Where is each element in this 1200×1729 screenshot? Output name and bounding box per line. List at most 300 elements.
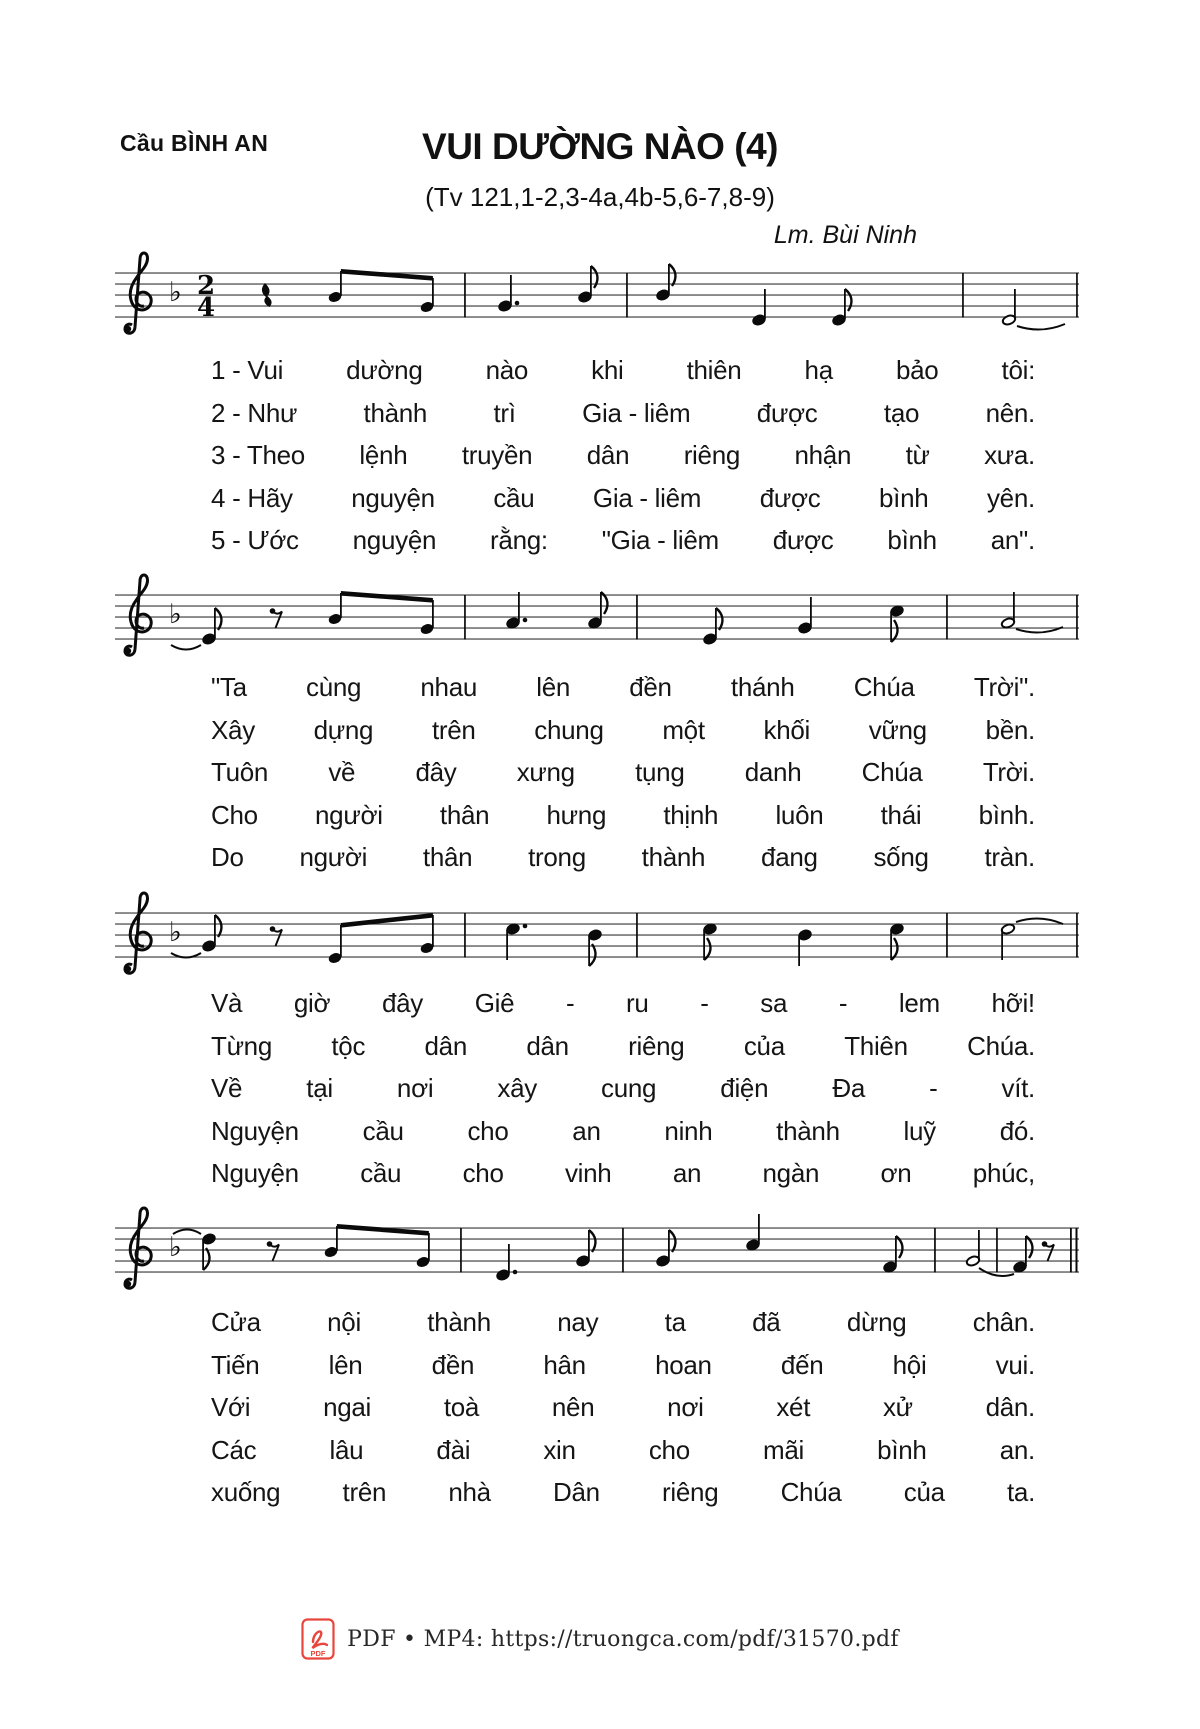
lyric-syllable: an". (990, 525, 1035, 555)
lyric-syllable: nhận (794, 440, 852, 470)
lyric-syllable: ru (625, 988, 649, 1018)
lyric-syllable: 4 - Hãy (211, 482, 293, 513)
lyric-line (211, 1471, 1035, 1514)
lyric-syllable: trì (493, 397, 516, 428)
lyric-line (211, 519, 1035, 562)
lyric-syllable: Chúa (861, 757, 923, 787)
pdf-icon-label: PDF (310, 1649, 326, 1658)
note (882, 1236, 902, 1274)
music-staff-4 (113, 1198, 1081, 1310)
note (201, 1232, 216, 1270)
eighth-rest (270, 608, 282, 628)
note (797, 928, 812, 966)
barline (464, 913, 466, 958)
lyric-syllable: đền (431, 1349, 475, 1380)
lyric-syllable: hạ (804, 355, 833, 385)
note (201, 915, 221, 953)
lyric-syllable: - (700, 988, 709, 1018)
lyric-syllable: khối (763, 714, 810, 745)
lyric-syllable: ngàn (762, 1158, 820, 1188)
lyric-line (211, 392, 1035, 435)
lyric-syllable: nay (557, 1307, 599, 1337)
note (587, 928, 602, 966)
lyric-syllable: lên (328, 1349, 363, 1380)
lyric-syllable: người (315, 799, 383, 830)
barline (636, 595, 638, 640)
eighth-flag (215, 608, 222, 630)
lyrics-block-4 (211, 1301, 1035, 1514)
lyric-syllable: thái (880, 799, 922, 830)
lyric-syllable: lệnh (359, 440, 408, 470)
lyric-syllable: khi (591, 355, 624, 385)
barline (464, 273, 466, 318)
lyric-syllable: Giê (474, 988, 515, 1018)
lyric-syllable: Tuôn (211, 757, 269, 787)
page-title: VUI DƯỜNG NÀO (4) (422, 126, 778, 167)
lyric-syllable: Thiên (844, 1030, 908, 1061)
lyric-syllable: cho (648, 1434, 690, 1465)
lyric-syllable: thành (427, 1307, 491, 1337)
lyric-syllable: Chúa. (967, 1030, 1035, 1061)
lyric-line (211, 982, 1035, 1025)
lyric-syllable: Xây (211, 714, 255, 745)
lyric-syllable: bình. (978, 799, 1035, 830)
lyric-syllable: tạo (883, 397, 920, 428)
lyric-syllable: 5 - Ước (211, 525, 299, 555)
path (273, 611, 283, 628)
lyric-syllable: xử (882, 1392, 913, 1422)
footer-link[interactable]: PDF • MP4: https://truongca.com/pdf/31570.pdf (347, 1626, 899, 1652)
lyric-syllable: hoan (655, 1349, 712, 1380)
tie-slur (171, 645, 201, 650)
lyric-syllable: người (299, 842, 368, 872)
lyric-syllable: 2 - Như (211, 397, 298, 428)
beamed-eighth-pair (327, 269, 434, 314)
barline (1076, 913, 1078, 958)
lyric-syllable: sống (873, 842, 929, 872)
lyrics-block-1 (211, 349, 1035, 562)
lyric-syllable: đó. (999, 1115, 1035, 1146)
circle (125, 648, 131, 654)
lyric-syllable: bình (879, 482, 929, 513)
lyric-syllable: sa (760, 988, 788, 1018)
lyric-line (211, 1344, 1035, 1387)
beam (341, 913, 433, 928)
lyric-syllable: xây (497, 1073, 537, 1103)
lyric-syllable: Gia - liêm (592, 482, 702, 513)
lyric-syllable: Nguyện (211, 1115, 299, 1146)
lyric-syllable: nên (551, 1392, 595, 1422)
lyric-syllable: - (565, 988, 575, 1018)
staff-line (115, 956, 1079, 957)
lyric-syllable: trong (528, 842, 586, 872)
psalm-reference: (Tv 121,1-2,3-4a,4b-5,6-7,8-9) (425, 182, 775, 212)
lyric-syllable: vinh (564, 1158, 612, 1188)
lyric-line (211, 1025, 1035, 1068)
note (655, 1230, 675, 1268)
treble-clef-icon (125, 893, 151, 973)
barline (1076, 595, 1078, 640)
note (889, 922, 904, 960)
lyric-syllable: Gia - liêm (582, 397, 691, 428)
lyric-syllable: danh (744, 757, 802, 787)
eighth-flag (215, 915, 222, 937)
path (273, 929, 283, 946)
lyric-syllable: nào (485, 355, 529, 385)
lyric-syllable: tại (306, 1073, 333, 1103)
lyric-syllable: hỡi! (991, 988, 1035, 1018)
lyric-syllable: luôn (775, 799, 824, 830)
half-note (966, 1230, 981, 1267)
lyric-syllable: đài (436, 1434, 471, 1465)
lyric-syllable: một (662, 714, 705, 745)
note (587, 592, 607, 630)
lyric-syllable: ngai (323, 1392, 372, 1422)
eighth-flag (716, 608, 723, 630)
eighth-flag (669, 264, 676, 286)
lyric-syllable: đền (629, 672, 672, 702)
lyric-syllable: vui. (995, 1349, 1035, 1380)
lyric-syllable: tôi: (1001, 355, 1035, 385)
circle (125, 966, 131, 972)
lyric-syllable: toà (443, 1392, 480, 1422)
path (130, 893, 151, 967)
barline (934, 1228, 936, 1273)
lyric-syllable: đây (381, 988, 423, 1018)
lyric-syllable: an (572, 1115, 601, 1146)
music-staff-1 (113, 243, 1081, 355)
lyric-syllable: bình (887, 525, 937, 555)
barline (626, 273, 628, 318)
lyric-syllable: Cho (211, 799, 258, 830)
barline (962, 273, 964, 318)
category-label: Cầu BÌNH AN (120, 130, 269, 156)
lyric-line (211, 349, 1035, 392)
lyric-syllable: được (756, 397, 818, 428)
lyric-syllable: dân. (985, 1392, 1035, 1422)
augmentation-dot (523, 618, 528, 623)
lyric-line (211, 1386, 1035, 1429)
lyric-syllable: nên. (985, 397, 1035, 428)
path (130, 253, 151, 327)
note (505, 592, 527, 630)
lyric-syllable: cho (462, 1158, 504, 1188)
treble-clef-icon (125, 575, 151, 655)
note (702, 608, 722, 646)
lyric-syllable: Và (211, 988, 243, 1018)
lyric-syllable: dân (586, 440, 630, 470)
lyric-line (211, 1301, 1035, 1344)
staff-line (115, 305, 1079, 306)
path (130, 575, 151, 649)
lyric-syllable: ta. (1006, 1477, 1035, 1507)
lyric-syllable: nơi (396, 1073, 434, 1103)
lyric-syllable: yên. (986, 482, 1035, 513)
note (575, 1230, 595, 1268)
note (702, 922, 717, 960)
lyric-syllable: Nguyện (211, 1158, 299, 1188)
eighth-rest (270, 926, 282, 946)
time-signature (197, 271, 215, 323)
lyric-syllable: dân (526, 1030, 569, 1061)
lyric-syllable: ninh (664, 1115, 713, 1146)
footer (0, 1618, 1200, 1660)
lyric-syllable: riêng (683, 440, 741, 470)
lyric-syllable: cùng (306, 672, 362, 702)
lyric-syllable: thân (422, 842, 473, 872)
lyric-syllable: Tiến (211, 1349, 260, 1380)
lyric-syllable: 1 - Vui (211, 355, 284, 385)
note (655, 264, 675, 302)
half-note (1001, 923, 1016, 960)
tie-slur (1016, 918, 1063, 924)
lyric-line (211, 477, 1035, 520)
circle (125, 326, 131, 332)
eighth-rest (267, 1241, 279, 1261)
lyric-syllable: thịnh (663, 799, 719, 830)
lyric-syllable: giờ (293, 988, 331, 1018)
lyric-syllable: Do (211, 842, 244, 872)
lyric-syllable: nguyện (351, 482, 435, 513)
lyric-syllable: bền. (985, 714, 1035, 745)
time-sig-top: 2 (196, 271, 216, 301)
lyric-syllable: Chúa (853, 672, 915, 702)
lyric-syllable: an. (999, 1434, 1035, 1465)
note (577, 266, 597, 304)
staff-line (115, 945, 1079, 946)
lyric-syllable: xin (543, 1434, 576, 1465)
lyric-syllable: ơn (880, 1158, 912, 1188)
beamed-eighth-pair (323, 1224, 430, 1269)
lyric-syllable: cung (601, 1073, 657, 1103)
lyric-syllable: dường (346, 355, 423, 385)
lyric-syllable: an (672, 1158, 702, 1188)
lyric-syllable: đến (780, 1349, 824, 1380)
lyric-syllable: lem (898, 988, 940, 1018)
lyrics-block-2 (211, 666, 1035, 879)
eighth-flag (669, 1230, 676, 1252)
lyric-line (211, 709, 1035, 752)
pdf-file-icon (301, 1618, 335, 1660)
beamed-eighth-pair (327, 591, 434, 636)
note (505, 922, 527, 960)
lyric-syllable: từ (905, 440, 930, 470)
music-staff-2 (113, 565, 1081, 677)
note (797, 597, 812, 635)
lyric-line (211, 666, 1035, 709)
lyric-syllable: xưng (516, 757, 575, 787)
path (130, 1208, 151, 1282)
lyric-syllable: thành (641, 842, 706, 872)
lyric-syllable: xưa. (984, 440, 1035, 470)
barline (464, 595, 466, 640)
lyric-syllable: của (903, 1477, 945, 1507)
eighth-flag (203, 1248, 209, 1270)
lyric-syllable: về (328, 757, 356, 787)
lyric-syllable: vững (868, 714, 927, 745)
lyric-syllable: thân (439, 799, 490, 830)
eighth-flag (591, 266, 598, 288)
staff-line (115, 923, 1079, 924)
lyric-syllable: Đa (832, 1073, 865, 1103)
lyric-syllable: - (838, 988, 848, 1018)
lyric-syllable: "Ta (211, 672, 247, 702)
lyric-syllable: tộc (331, 1030, 366, 1061)
lyric-syllable: ta (664, 1307, 686, 1337)
lyric-syllable: dừng (846, 1307, 907, 1337)
note (1012, 1236, 1032, 1274)
augmentation-dot (523, 924, 528, 929)
lyric-line (211, 1429, 1035, 1472)
final-barline (1070, 1228, 1072, 1273)
lyric-syllable: thánh (730, 672, 795, 702)
lyric-syllable: nguyện (352, 525, 437, 555)
lyric-syllable: chân. (972, 1307, 1035, 1337)
augmentation-dot (515, 301, 520, 306)
barline (1076, 273, 1078, 318)
lyric-syllable: hưng (546, 799, 607, 830)
lyric-syllable: Trời". (973, 672, 1035, 702)
lyric-line (211, 1110, 1035, 1153)
note (497, 275, 519, 313)
final-barline (1076, 1228, 1078, 1273)
lyric-syllable: tụng (635, 757, 685, 787)
note (201, 608, 221, 646)
lyrics-block-3 (211, 982, 1035, 1195)
lyric-syllable: riêng (662, 1477, 719, 1507)
lyric-syllable: cầu (360, 1158, 402, 1188)
flat-sign: ♭ (169, 1232, 182, 1263)
lyric-syllable: cầu (493, 482, 535, 513)
lyric-syllable: thành (363, 397, 428, 428)
lyric-syllable: Với (211, 1392, 251, 1422)
barline (996, 1228, 998, 1273)
lyric-syllable: đang (761, 842, 818, 872)
lyric-line (211, 751, 1035, 794)
lyric-syllable: Các (211, 1434, 257, 1465)
lyric-syllable: truyền (461, 440, 533, 470)
lyric-syllable: lên (536, 672, 571, 702)
lyric-syllable: nhau (420, 672, 478, 702)
lyric-syllable: Cửa (211, 1307, 261, 1337)
lyric-syllable: rằng: (490, 525, 548, 555)
music-staff-3 (113, 883, 1081, 995)
staff-line (115, 912, 1079, 913)
lyric-syllable: lâu (329, 1434, 364, 1465)
circle (125, 1281, 131, 1287)
lyric-syllable: dựng (313, 714, 374, 745)
eighth-flag (589, 1230, 596, 1252)
staff-line (115, 616, 1079, 617)
lyric-syllable: bảo (895, 355, 939, 385)
time-sig-bottom: 4 (196, 293, 216, 323)
barline (946, 913, 948, 958)
author-credit: Lm. Bùi Ninh (773, 221, 917, 249)
lyric-syllable: thành (776, 1115, 840, 1146)
lyric-syllable: Chúa (780, 1477, 842, 1507)
lyric-syllable: Dân (553, 1477, 600, 1507)
lyric-line (211, 836, 1035, 879)
lyric-syllable: đây (415, 757, 457, 787)
flat-sign: ♭ (169, 277, 182, 308)
beam (341, 269, 433, 281)
lyric-syllable: vít. (1001, 1073, 1035, 1103)
lyric-syllable: hội (892, 1349, 927, 1380)
half-note (1001, 592, 1016, 629)
path (270, 1244, 280, 1261)
lyric-syllable: xét (776, 1392, 811, 1422)
staff-line (115, 638, 1079, 639)
lyric-line (211, 1067, 1035, 1110)
lyric-syllable: mãi (763, 1434, 805, 1465)
lyric-syllable: tràn. (984, 842, 1035, 872)
lyric-syllable: của (743, 1030, 785, 1061)
lyric-syllable: đã (752, 1307, 781, 1337)
eighth-rest (1042, 1241, 1054, 1261)
lyric-syllable: - (929, 1073, 938, 1103)
beam (337, 1224, 429, 1236)
lyric-syllable: được (759, 482, 821, 513)
barline (946, 595, 948, 640)
lyric-syllable: Trời. (982, 757, 1035, 787)
lyric-syllable: 3 - Theo (211, 440, 305, 470)
staff-line (115, 605, 1079, 606)
staff-line (115, 594, 1079, 595)
treble-clef-icon (125, 253, 151, 333)
lyric-syllable: xuống (211, 1477, 281, 1507)
barline (622, 1228, 624, 1273)
lyric-syllable: luỹ (903, 1115, 936, 1146)
lyric-syllable: nơi (667, 1392, 704, 1422)
lyric-line (211, 434, 1035, 477)
lyric-syllable: điện (720, 1073, 769, 1103)
barline (636, 913, 638, 958)
lyric-syllable: chung (534, 714, 604, 745)
staff-line (115, 294, 1079, 295)
lyric-syllable: "Gia - liêm (601, 525, 719, 555)
barline (460, 1228, 462, 1273)
note (889, 604, 904, 642)
tie-slur (1017, 324, 1065, 330)
staff-line (115, 316, 1079, 317)
lyric-line (211, 794, 1035, 837)
treble-clef-icon (125, 1208, 151, 1288)
note (745, 1214, 760, 1252)
flat-sign: ♭ (169, 599, 182, 630)
lyric-syllable: trên (431, 714, 476, 745)
lyric-syllable: cầu (362, 1115, 404, 1146)
lyric-syllable: hân (543, 1349, 586, 1380)
lyric-syllable: cho (467, 1115, 509, 1146)
path (1045, 1244, 1055, 1261)
lyric-syllable: trên (342, 1477, 387, 1507)
lyric-syllable: dân (424, 1030, 467, 1061)
lyric-syllable: riêng (628, 1030, 685, 1061)
lyric-syllable: thiên (686, 355, 742, 385)
eighth-flag (845, 289, 852, 311)
lyric-syllable: bình (877, 1434, 927, 1465)
flat-sign: ♭ (169, 917, 182, 948)
augmentation-dot (513, 1270, 518, 1275)
lyric-syllable: được (772, 525, 834, 555)
eighth-flag (589, 944, 595, 966)
lyric-syllable: nội (327, 1307, 361, 1337)
lyric-syllable: Từng (211, 1030, 273, 1061)
lyric-syllable: Về (211, 1073, 243, 1103)
beam (341, 591, 433, 603)
lyric-syllable: phúc, (972, 1158, 1035, 1188)
lyric-line (211, 1152, 1035, 1195)
